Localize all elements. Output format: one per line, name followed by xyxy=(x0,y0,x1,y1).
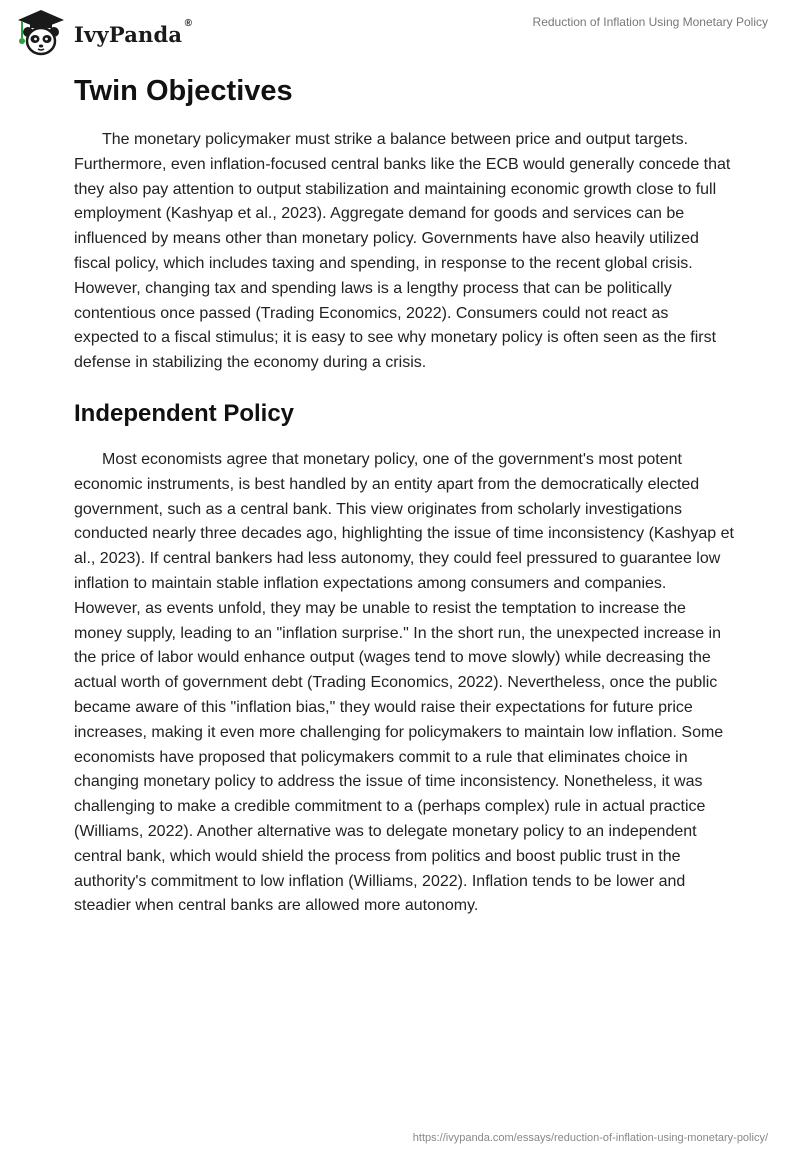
section-heading-independent-policy: Independent Policy xyxy=(74,399,295,427)
section-heading-twin-objectives: Twin Objectives xyxy=(74,75,293,107)
page-header xyxy=(0,0,800,70)
essay-content xyxy=(74,72,734,919)
ivypanda-logo[interactable] xyxy=(14,8,193,58)
source-url[interactable]: https://ivypanda.com/essays/reduction-of-inflation-using-monetary-policy/ xyxy=(412,1132,768,1144)
running-title: Reduction of Inflation Using Monetary Policy xyxy=(532,15,768,29)
section-paragraph-twin-objectives: The monetary policymaker must strike a balance between price and output targets. Furthermore, even inflation-focused central banks like the ECB would generally concede that they also pay attention to output stabilization and maintaining economic growth close to full employment (Kashyap et al., 2023). Aggregate demand for goods and services can be influenced by means other than monetary policy. Governments have also heavily utilized fiscal policy, which includes taxing and spending, in response to the recent global crisis. However, changing tax and spending laws is a lengthy process that can be politically contentious once passed (Trading Economics, 2022). Consumers could not react as expected to a fiscal stimulus; it is easy to see why monetary policy is often seen as the first defense in stabilizing the economy during a crisis. xyxy=(74,131,731,372)
graduation-cap-panda-icon xyxy=(14,8,68,58)
brand-name: IvyPanda ® xyxy=(74,17,193,47)
section-paragraph-independent-policy: Most economists agree that monetary policy, one of the government's most potent economic instruments, is best handled by an entity apart from the democratically elected government, such as a central bank. This view originates from scholarly investigations conducted nearly three decades ago, highlighting the issue of time inconsistency (Kashyap et al., 2023). If central bankers had less autonomy, they could feel pressured to guarantee low inflation to maintain stable inflation expectations among consumers and companies. However, as events unfold, they may be unable to resist the temptation to increase the money supply, leading to an "inflation surprise." In the short run, the unexpected increase in the price of labor would enhance output (wages tend to move slowly) while decreasing the actual worth of government debt (Trading Economics, 2022). Nevertheless, once the public became aware of this "inflation bias," they would raise their expectations for future price increases, making it even more challenging for policymakers to maintain low inflation. Some economists have proposed that policymakers commit to a rule that eliminates choice in changing monetary policy to address the issue of time inconsistency. Nonetheless, it was challenging to make a credible commitment to a (perhaps complex) rule in actual practice (Williams, 2022). Another alternative was to delegate monetary policy to an independent central bank, which would shield the process from politics and boost public trust in the authority's commitment to low inflation (Williams, 2022). Inflation tends to be lower and steadier when central banks are allowed more autonomy. xyxy=(74,450,734,915)
registered-mark: ® xyxy=(184,17,193,29)
